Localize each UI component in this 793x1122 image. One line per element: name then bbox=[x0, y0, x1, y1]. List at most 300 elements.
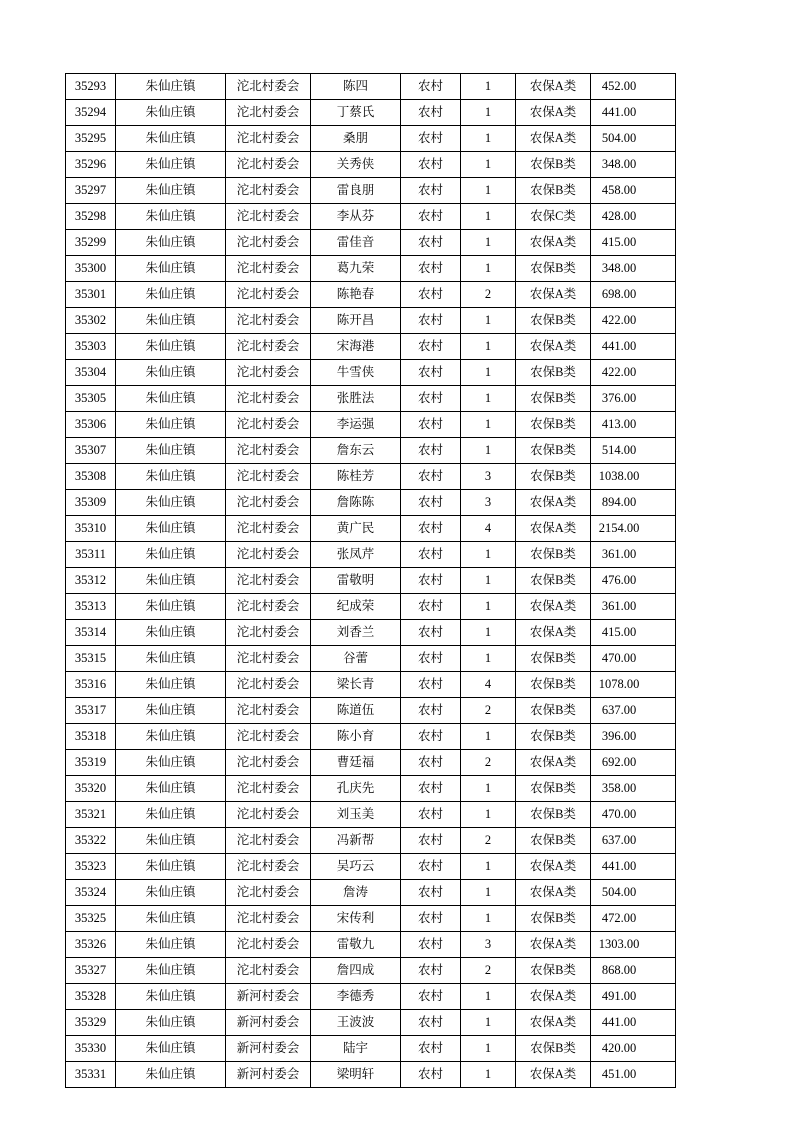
cell-record-id: 35319 bbox=[66, 750, 116, 776]
cell-town: 朱仙庄镇 bbox=[116, 152, 226, 178]
cell-residence: 农村 bbox=[401, 542, 461, 568]
cell-residence: 农村 bbox=[401, 204, 461, 230]
cell-category: 农保B类 bbox=[516, 438, 591, 464]
cell-category: 农保A类 bbox=[516, 932, 591, 958]
cell-record-id: 35316 bbox=[66, 672, 116, 698]
cell-count: 1 bbox=[461, 386, 516, 412]
cell-person-name: 詹涛 bbox=[311, 880, 401, 906]
cell-record-id: 35304 bbox=[66, 360, 116, 386]
table-row bbox=[66, 1036, 676, 1062]
cell-category: 农保A类 bbox=[516, 516, 591, 542]
cell-person-name: 梁明轩 bbox=[311, 1062, 401, 1088]
cell-amount: 361.00 bbox=[591, 542, 676, 568]
cell-record-id: 35308 bbox=[66, 464, 116, 490]
table-row bbox=[66, 256, 676, 282]
cell-town: 朱仙庄镇 bbox=[116, 464, 226, 490]
cell-residence: 农村 bbox=[401, 698, 461, 724]
cell-count: 1 bbox=[461, 1062, 516, 1088]
cell-amount: 637.00 bbox=[591, 828, 676, 854]
cell-town: 朱仙庄镇 bbox=[116, 958, 226, 984]
cell-count: 4 bbox=[461, 672, 516, 698]
cell-record-id: 35299 bbox=[66, 230, 116, 256]
cell-residence: 农村 bbox=[401, 360, 461, 386]
cell-residence: 农村 bbox=[401, 464, 461, 490]
cell-person-name: 宋传利 bbox=[311, 906, 401, 932]
cell-village: 沱北村委会 bbox=[226, 308, 311, 334]
cell-village: 沱北村委会 bbox=[226, 594, 311, 620]
cell-category: 农保A类 bbox=[516, 880, 591, 906]
cell-person-name: 李从芬 bbox=[311, 204, 401, 230]
cell-residence: 农村 bbox=[401, 256, 461, 282]
cell-residence: 农村 bbox=[401, 1036, 461, 1062]
table-row bbox=[66, 334, 676, 360]
cell-amount: 472.00 bbox=[591, 906, 676, 932]
cell-village: 新河村委会 bbox=[226, 1010, 311, 1036]
cell-record-id: 35321 bbox=[66, 802, 116, 828]
cell-village: 新河村委会 bbox=[226, 1036, 311, 1062]
cell-person-name: 雷敬明 bbox=[311, 568, 401, 594]
table-row bbox=[66, 230, 676, 256]
cell-residence: 农村 bbox=[401, 74, 461, 100]
cell-person-name: 陈道伍 bbox=[311, 698, 401, 724]
cell-record-id: 35298 bbox=[66, 204, 116, 230]
cell-category: 农保B类 bbox=[516, 152, 591, 178]
cell-person-name: 雷敬九 bbox=[311, 932, 401, 958]
cell-person-name: 牛雪侠 bbox=[311, 360, 401, 386]
cell-record-id: 35313 bbox=[66, 594, 116, 620]
cell-town: 朱仙庄镇 bbox=[116, 1010, 226, 1036]
cell-town: 朱仙庄镇 bbox=[116, 178, 226, 204]
cell-amount: 1078.00 bbox=[591, 672, 676, 698]
cell-record-id: 35325 bbox=[66, 906, 116, 932]
cell-amount: 422.00 bbox=[591, 308, 676, 334]
cell-amount: 470.00 bbox=[591, 802, 676, 828]
cell-count: 3 bbox=[461, 464, 516, 490]
cell-amount: 348.00 bbox=[591, 256, 676, 282]
cell-record-id: 35312 bbox=[66, 568, 116, 594]
cell-town: 朱仙庄镇 bbox=[116, 516, 226, 542]
cell-residence: 农村 bbox=[401, 412, 461, 438]
cell-record-id: 35303 bbox=[66, 334, 116, 360]
cell-town: 朱仙庄镇 bbox=[116, 594, 226, 620]
cell-person-name: 李运强 bbox=[311, 412, 401, 438]
table-row bbox=[66, 282, 676, 308]
cell-amount: 441.00 bbox=[591, 100, 676, 126]
cell-amount: 1303.00 bbox=[591, 932, 676, 958]
cell-town: 朱仙庄镇 bbox=[116, 334, 226, 360]
cell-village: 沱北村委会 bbox=[226, 880, 311, 906]
cell-amount: 358.00 bbox=[591, 776, 676, 802]
table-row bbox=[66, 1062, 676, 1088]
cell-category: 农保A类 bbox=[516, 282, 591, 308]
cell-residence: 农村 bbox=[401, 724, 461, 750]
cell-village: 沱北村委会 bbox=[226, 776, 311, 802]
cell-person-name: 李德秀 bbox=[311, 984, 401, 1010]
cell-town: 朱仙庄镇 bbox=[116, 126, 226, 152]
cell-amount: 428.00 bbox=[591, 204, 676, 230]
cell-category: 农保A类 bbox=[516, 620, 591, 646]
cell-record-id: 35311 bbox=[66, 542, 116, 568]
cell-record-id: 35323 bbox=[66, 854, 116, 880]
cell-amount: 476.00 bbox=[591, 568, 676, 594]
cell-town: 朱仙庄镇 bbox=[116, 412, 226, 438]
cell-village: 沱北村委会 bbox=[226, 802, 311, 828]
benefits-table bbox=[65, 73, 676, 1088]
cell-town: 朱仙庄镇 bbox=[116, 646, 226, 672]
table-row bbox=[66, 74, 676, 100]
cell-village: 沱北村委会 bbox=[226, 516, 311, 542]
cell-town: 朱仙庄镇 bbox=[116, 672, 226, 698]
cell-amount: 894.00 bbox=[591, 490, 676, 516]
cell-person-name: 刘香兰 bbox=[311, 620, 401, 646]
cell-amount: 361.00 bbox=[591, 594, 676, 620]
cell-person-name: 陈小育 bbox=[311, 724, 401, 750]
cell-amount: 470.00 bbox=[591, 646, 676, 672]
cell-count: 2 bbox=[461, 698, 516, 724]
cell-person-name: 丁蔡氏 bbox=[311, 100, 401, 126]
cell-category: 农保A类 bbox=[516, 74, 591, 100]
cell-count: 1 bbox=[461, 646, 516, 672]
cell-amount: 348.00 bbox=[591, 152, 676, 178]
cell-person-name: 詹陈陈 bbox=[311, 490, 401, 516]
cell-residence: 农村 bbox=[401, 958, 461, 984]
cell-category: 农保A类 bbox=[516, 1062, 591, 1088]
cell-village: 沱北村委会 bbox=[226, 386, 311, 412]
table-row bbox=[66, 360, 676, 386]
cell-village: 新河村委会 bbox=[226, 1062, 311, 1088]
cell-category: 农保B类 bbox=[516, 360, 591, 386]
cell-count: 1 bbox=[461, 438, 516, 464]
cell-residence: 农村 bbox=[401, 594, 461, 620]
cell-village: 沱北村委会 bbox=[226, 438, 311, 464]
cell-village: 沱北村委会 bbox=[226, 672, 311, 698]
cell-category: 农保B类 bbox=[516, 724, 591, 750]
cell-category: 农保A类 bbox=[516, 750, 591, 776]
cell-record-id: 35329 bbox=[66, 1010, 116, 1036]
cell-person-name: 詹东云 bbox=[311, 438, 401, 464]
cell-record-id: 35315 bbox=[66, 646, 116, 672]
cell-town: 朱仙庄镇 bbox=[116, 386, 226, 412]
cell-count: 1 bbox=[461, 100, 516, 126]
cell-town: 朱仙庄镇 bbox=[116, 724, 226, 750]
cell-amount: 514.00 bbox=[591, 438, 676, 464]
cell-town: 朱仙庄镇 bbox=[116, 438, 226, 464]
cell-village: 沱北村委会 bbox=[226, 412, 311, 438]
cell-person-name: 桑朋 bbox=[311, 126, 401, 152]
table-row bbox=[66, 516, 676, 542]
cell-count: 1 bbox=[461, 542, 516, 568]
cell-amount: 868.00 bbox=[591, 958, 676, 984]
cell-category: 农保B类 bbox=[516, 828, 591, 854]
cell-record-id: 35306 bbox=[66, 412, 116, 438]
table-row bbox=[66, 828, 676, 854]
table-row bbox=[66, 126, 676, 152]
cell-residence: 农村 bbox=[401, 932, 461, 958]
cell-count: 2 bbox=[461, 958, 516, 984]
cell-category: 农保B类 bbox=[516, 256, 591, 282]
cell-village: 沱北村委会 bbox=[226, 620, 311, 646]
cell-person-name: 陈四 bbox=[311, 74, 401, 100]
cell-record-id: 35317 bbox=[66, 698, 116, 724]
table-row bbox=[66, 204, 676, 230]
table-row bbox=[66, 984, 676, 1010]
cell-record-id: 35305 bbox=[66, 386, 116, 412]
cell-count: 1 bbox=[461, 568, 516, 594]
cell-village: 新河村委会 bbox=[226, 984, 311, 1010]
cell-count: 3 bbox=[461, 932, 516, 958]
cell-amount: 441.00 bbox=[591, 1010, 676, 1036]
cell-amount: 452.00 bbox=[591, 74, 676, 100]
cell-person-name: 关秀侠 bbox=[311, 152, 401, 178]
cell-count: 1 bbox=[461, 74, 516, 100]
cell-town: 朱仙庄镇 bbox=[116, 698, 226, 724]
cell-count: 1 bbox=[461, 126, 516, 152]
cell-person-name: 詹四成 bbox=[311, 958, 401, 984]
cell-village: 沱北村委会 bbox=[226, 724, 311, 750]
cell-residence: 农村 bbox=[401, 282, 461, 308]
cell-town: 朱仙庄镇 bbox=[116, 802, 226, 828]
cell-count: 1 bbox=[461, 204, 516, 230]
cell-town: 朱仙庄镇 bbox=[116, 230, 226, 256]
cell-count: 1 bbox=[461, 178, 516, 204]
cell-category: 农保B类 bbox=[516, 906, 591, 932]
cell-amount: 376.00 bbox=[591, 386, 676, 412]
table-row bbox=[66, 594, 676, 620]
cell-village: 沱北村委会 bbox=[226, 828, 311, 854]
cell-amount: 415.00 bbox=[591, 620, 676, 646]
cell-town: 朱仙庄镇 bbox=[116, 1036, 226, 1062]
cell-residence: 农村 bbox=[401, 308, 461, 334]
cell-person-name: 纪成荣 bbox=[311, 594, 401, 620]
cell-residence: 农村 bbox=[401, 906, 461, 932]
cell-village: 沱北村委会 bbox=[226, 698, 311, 724]
cell-count: 1 bbox=[461, 984, 516, 1010]
cell-category: 农保B类 bbox=[516, 776, 591, 802]
cell-person-name: 黄广民 bbox=[311, 516, 401, 542]
cell-category: 农保A类 bbox=[516, 984, 591, 1010]
cell-count: 2 bbox=[461, 282, 516, 308]
cell-village: 沱北村委会 bbox=[226, 490, 311, 516]
cell-category: 农保A类 bbox=[516, 490, 591, 516]
cell-person-name: 王波波 bbox=[311, 1010, 401, 1036]
cell-village: 沱北村委会 bbox=[226, 230, 311, 256]
cell-count: 1 bbox=[461, 412, 516, 438]
cell-record-id: 35295 bbox=[66, 126, 116, 152]
cell-record-id: 35328 bbox=[66, 984, 116, 1010]
cell-record-id: 35330 bbox=[66, 1036, 116, 1062]
cell-count: 1 bbox=[461, 854, 516, 880]
cell-town: 朱仙庄镇 bbox=[116, 542, 226, 568]
cell-count: 1 bbox=[461, 308, 516, 334]
cell-town: 朱仙庄镇 bbox=[116, 906, 226, 932]
cell-category: 农保A类 bbox=[516, 1010, 591, 1036]
table-row bbox=[66, 750, 676, 776]
cell-count: 2 bbox=[461, 828, 516, 854]
cell-village: 沱北村委会 bbox=[226, 204, 311, 230]
table-row bbox=[66, 646, 676, 672]
cell-residence: 农村 bbox=[401, 776, 461, 802]
table-row bbox=[66, 386, 676, 412]
cell-residence: 农村 bbox=[401, 1062, 461, 1088]
table-row bbox=[66, 490, 676, 516]
cell-residence: 农村 bbox=[401, 1010, 461, 1036]
cell-amount: 458.00 bbox=[591, 178, 676, 204]
cell-person-name: 孔庆先 bbox=[311, 776, 401, 802]
table-row bbox=[66, 724, 676, 750]
cell-category: 农保C类 bbox=[516, 204, 591, 230]
cell-town: 朱仙庄镇 bbox=[116, 308, 226, 334]
table-row bbox=[66, 854, 676, 880]
table-row bbox=[66, 464, 676, 490]
table-row bbox=[66, 308, 676, 334]
cell-record-id: 35296 bbox=[66, 152, 116, 178]
cell-amount: 698.00 bbox=[591, 282, 676, 308]
cell-village: 沱北村委会 bbox=[226, 334, 311, 360]
cell-person-name: 陈桂芳 bbox=[311, 464, 401, 490]
cell-village: 沱北村委会 bbox=[226, 750, 311, 776]
cell-residence: 农村 bbox=[401, 854, 461, 880]
cell-record-id: 35302 bbox=[66, 308, 116, 334]
cell-person-name: 吴巧云 bbox=[311, 854, 401, 880]
cell-record-id: 35320 bbox=[66, 776, 116, 802]
cell-count: 1 bbox=[461, 256, 516, 282]
cell-residence: 农村 bbox=[401, 568, 461, 594]
cell-residence: 农村 bbox=[401, 984, 461, 1010]
cell-amount: 451.00 bbox=[591, 1062, 676, 1088]
cell-village: 沱北村委会 bbox=[226, 568, 311, 594]
cell-category: 农保B类 bbox=[516, 412, 591, 438]
cell-residence: 农村 bbox=[401, 438, 461, 464]
cell-village: 沱北村委会 bbox=[226, 126, 311, 152]
cell-person-name: 梁长青 bbox=[311, 672, 401, 698]
cell-count: 3 bbox=[461, 490, 516, 516]
cell-residence: 农村 bbox=[401, 178, 461, 204]
table-row bbox=[66, 906, 676, 932]
table-row bbox=[66, 178, 676, 204]
cell-town: 朱仙庄镇 bbox=[116, 984, 226, 1010]
cell-count: 1 bbox=[461, 802, 516, 828]
table-row bbox=[66, 802, 676, 828]
table-row bbox=[66, 932, 676, 958]
cell-record-id: 35326 bbox=[66, 932, 116, 958]
cell-category: 农保B类 bbox=[516, 568, 591, 594]
cell-town: 朱仙庄镇 bbox=[116, 74, 226, 100]
cell-record-id: 35293 bbox=[66, 74, 116, 100]
cell-record-id: 35309 bbox=[66, 490, 116, 516]
cell-person-name: 冯新帮 bbox=[311, 828, 401, 854]
cell-village: 沱北村委会 bbox=[226, 464, 311, 490]
cell-residence: 农村 bbox=[401, 334, 461, 360]
cell-category: 农保A类 bbox=[516, 230, 591, 256]
cell-town: 朱仙庄镇 bbox=[116, 750, 226, 776]
cell-village: 沱北村委会 bbox=[226, 906, 311, 932]
cell-record-id: 35324 bbox=[66, 880, 116, 906]
cell-town: 朱仙庄镇 bbox=[116, 568, 226, 594]
cell-village: 沱北村委会 bbox=[226, 958, 311, 984]
cell-record-id: 35307 bbox=[66, 438, 116, 464]
cell-residence: 农村 bbox=[401, 750, 461, 776]
cell-person-name: 张胜法 bbox=[311, 386, 401, 412]
cell-record-id: 35310 bbox=[66, 516, 116, 542]
cell-amount: 504.00 bbox=[591, 126, 676, 152]
table-row bbox=[66, 958, 676, 984]
cell-amount: 415.00 bbox=[591, 230, 676, 256]
cell-town: 朱仙庄镇 bbox=[116, 932, 226, 958]
cell-record-id: 35322 bbox=[66, 828, 116, 854]
cell-count: 1 bbox=[461, 620, 516, 646]
cell-residence: 农村 bbox=[401, 672, 461, 698]
cell-count: 1 bbox=[461, 776, 516, 802]
cell-amount: 441.00 bbox=[591, 854, 676, 880]
cell-amount: 491.00 bbox=[591, 984, 676, 1010]
cell-category: 农保B类 bbox=[516, 698, 591, 724]
cell-town: 朱仙庄镇 bbox=[116, 1062, 226, 1088]
cell-record-id: 35294 bbox=[66, 100, 116, 126]
cell-residence: 农村 bbox=[401, 100, 461, 126]
cell-person-name: 葛九荣 bbox=[311, 256, 401, 282]
cell-person-name: 张凤芹 bbox=[311, 542, 401, 568]
cell-town: 朱仙庄镇 bbox=[116, 204, 226, 230]
cell-category: 农保B类 bbox=[516, 542, 591, 568]
cell-count: 1 bbox=[461, 880, 516, 906]
cell-residence: 农村 bbox=[401, 880, 461, 906]
cell-town: 朱仙庄镇 bbox=[116, 880, 226, 906]
cell-person-name: 刘玉美 bbox=[311, 802, 401, 828]
table-row bbox=[66, 1010, 676, 1036]
cell-category: 农保B类 bbox=[516, 386, 591, 412]
cell-count: 4 bbox=[461, 516, 516, 542]
cell-residence: 农村 bbox=[401, 620, 461, 646]
table-body bbox=[66, 74, 676, 1088]
cell-person-name: 陈艳春 bbox=[311, 282, 401, 308]
cell-category: 农保B类 bbox=[516, 958, 591, 984]
cell-category: 农保B类 bbox=[516, 178, 591, 204]
cell-village: 沱北村委会 bbox=[226, 932, 311, 958]
cell-village: 沱北村委会 bbox=[226, 360, 311, 386]
cell-record-id: 35327 bbox=[66, 958, 116, 984]
cell-residence: 农村 bbox=[401, 152, 461, 178]
cell-record-id: 35331 bbox=[66, 1062, 116, 1088]
cell-village: 沱北村委会 bbox=[226, 542, 311, 568]
table-row bbox=[66, 620, 676, 646]
cell-count: 1 bbox=[461, 724, 516, 750]
cell-category: 农保A类 bbox=[516, 594, 591, 620]
table-row bbox=[66, 698, 676, 724]
cell-amount: 422.00 bbox=[591, 360, 676, 386]
cell-residence: 农村 bbox=[401, 646, 461, 672]
cell-town: 朱仙庄镇 bbox=[116, 854, 226, 880]
cell-person-name: 曹廷福 bbox=[311, 750, 401, 776]
cell-person-name: 雷良朋 bbox=[311, 178, 401, 204]
table-row bbox=[66, 568, 676, 594]
cell-category: 农保B类 bbox=[516, 646, 591, 672]
cell-village: 沱北村委会 bbox=[226, 282, 311, 308]
cell-record-id: 35314 bbox=[66, 620, 116, 646]
cell-amount: 504.00 bbox=[591, 880, 676, 906]
cell-amount: 420.00 bbox=[591, 1036, 676, 1062]
cell-person-name: 雷佳音 bbox=[311, 230, 401, 256]
cell-category: 农保B类 bbox=[516, 802, 591, 828]
cell-person-name: 宋海港 bbox=[311, 334, 401, 360]
cell-count: 2 bbox=[461, 750, 516, 776]
cell-village: 沱北村委会 bbox=[226, 74, 311, 100]
table-row bbox=[66, 542, 676, 568]
cell-town: 朱仙庄镇 bbox=[116, 828, 226, 854]
cell-town: 朱仙庄镇 bbox=[116, 490, 226, 516]
cell-count: 1 bbox=[461, 594, 516, 620]
cell-village: 沱北村委会 bbox=[226, 256, 311, 282]
cell-record-id: 35297 bbox=[66, 178, 116, 204]
